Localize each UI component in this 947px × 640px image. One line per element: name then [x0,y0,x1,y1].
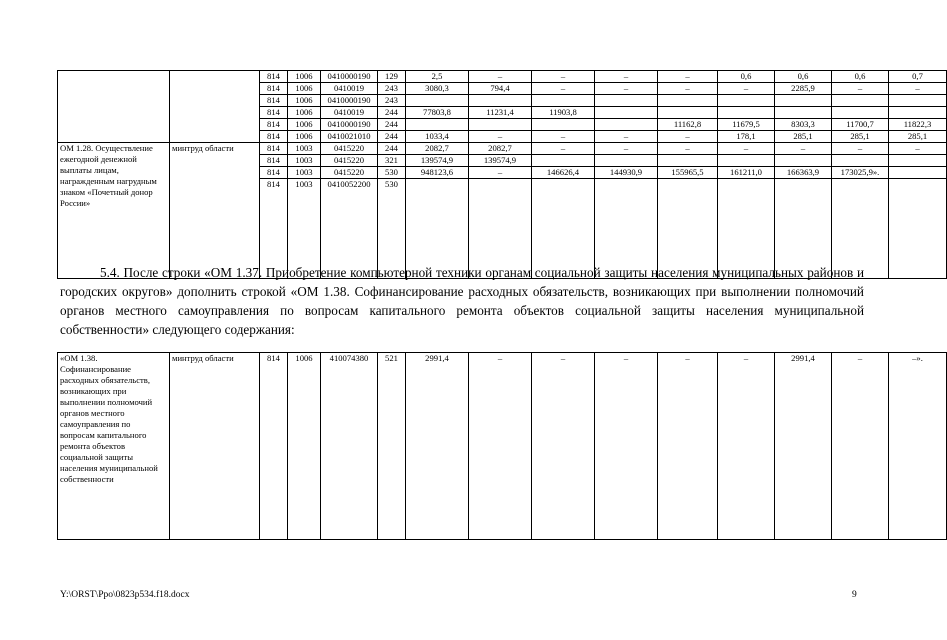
grbs-cell: 814 [260,167,288,179]
section-cell: 1006 [288,95,321,107]
year-cell: 146626,4 [532,167,595,179]
year-cell [658,155,718,167]
expense-type-cell: 243 [378,83,406,95]
year-cell: – [775,143,832,155]
year-cell [889,107,947,119]
target-article-cell: 0415220 [321,167,378,179]
year-cell: – [469,353,532,540]
year-cell: 285,1 [832,131,889,143]
grbs-cell: 814 [260,83,288,95]
year-cell [469,95,532,107]
year-cell: – [532,83,595,95]
year-cell: –». [889,353,947,540]
measure-name-cell: ОМ 1.28. Осуществление ежегодной денежной выплаты лицам, награжденным нагрудным знаком «Почетный донор России» [58,143,170,279]
year-cell: – [832,143,889,155]
year-cell: – [718,83,775,95]
year-cell [889,95,947,107]
section-cell: 1006 [288,71,321,83]
section-cell: 1003 [288,143,321,155]
year-cell: – [469,167,532,179]
year-cell [889,155,947,167]
total-cell: 2,5 [406,71,469,83]
new-row-table [57,352,947,540]
year-cell: – [532,353,595,540]
year-cell: 0,6 [775,71,832,83]
year-cell [718,155,775,167]
year-cell: 285,1 [775,131,832,143]
year-cell: 144930,9 [595,167,658,179]
amendment-paragraph [60,263,864,339]
target-article-cell: 0410019 [321,107,378,119]
year-cell: – [469,131,532,143]
year-cell: 166363,9 [775,167,832,179]
section-cell: 1006 [288,353,321,540]
year-cell [532,119,595,131]
measure-name-cell: «ОМ 1.38. Софинансирование расходных обязательств, возникающих при выполнении полномочий органов местного самоуправления по вопросам капитального ремонта объектов социальной защиты населения муниципальной собственности [58,353,170,540]
year-cell: 11700,7 [832,119,889,131]
section-cell: 1006 [288,83,321,95]
year-cell: 2285,9 [775,83,832,95]
target-article-cell: 0410021010 [321,131,378,143]
year-cell: 11903,8 [532,107,595,119]
total-cell: 3080,3 [406,83,469,95]
executor-cell: минтруд области [170,143,260,279]
year-cell: 0,7 [889,71,947,83]
total-cell: 948123,6 [406,167,469,179]
year-cell: – [718,353,775,540]
year-cell [889,167,947,179]
executor-cell: минтруд области [170,353,260,540]
year-cell: 0,6 [718,71,775,83]
year-cell: 8303,3 [775,119,832,131]
year-cell: 11822,3 [889,119,947,131]
grbs-cell: 814 [260,179,288,279]
target-article-cell: 0410000190 [321,119,378,131]
expense-type-cell: 530 [378,167,406,179]
year-cell: 161211,0 [718,167,775,179]
file-path: Y:\ORST\Ppo\0823p534.f18.docx [60,590,190,600]
year-cell: 139574,9 [469,155,532,167]
year-cell: – [595,83,658,95]
year-cell: – [658,83,718,95]
table-row [58,353,947,540]
table-row [58,71,947,83]
page-number: 9 [852,590,857,600]
year-cell: – [532,71,595,83]
grbs-cell: 814 [260,353,288,540]
grbs-cell: 814 [260,143,288,155]
target-article-cell: 0410000190 [321,71,378,83]
year-cell: – [718,143,775,155]
total-cell: 2991,4 [406,353,469,540]
section-cell: 1006 [288,107,321,119]
grbs-cell: 814 [260,131,288,143]
target-article-cell: 0415220 [321,155,378,167]
year-cell: – [658,143,718,155]
year-cell [832,155,889,167]
year-cell: – [532,131,595,143]
year-cell: – [595,131,658,143]
section-cell: 1006 [288,131,321,143]
total-cell: 2082,7 [406,143,469,155]
year-cell: – [889,143,947,155]
year-cell [595,119,658,131]
year-cell [532,155,595,167]
year-cell [718,95,775,107]
year-cell: 155965,5 [658,167,718,179]
expense-type-cell: 530 [378,179,406,279]
expense-type-cell: 321 [378,155,406,167]
year-cell [658,107,718,119]
total-cell [406,95,469,107]
year-cell: – [469,71,532,83]
year-cell [775,107,832,119]
year-cell: 173025,9». [832,167,889,179]
year-cell: 794,4 [469,83,532,95]
year-cell [718,107,775,119]
total-cell: 77803,8 [406,107,469,119]
expense-type-cell: 244 [378,107,406,119]
target-article-cell: 0410019 [321,83,378,95]
year-cell: – [595,353,658,540]
year-cell: 11162,8 [658,119,718,131]
executor-cell [170,71,260,143]
expense-type-cell: 244 [378,143,406,155]
target-article-cell: 0410000190 [321,95,378,107]
year-cell: – [832,83,889,95]
expense-type-cell: 129 [378,71,406,83]
measure-name-cell [58,71,170,143]
year-cell: – [658,131,718,143]
year-cell: – [595,143,658,155]
total-cell: 1033,4 [406,131,469,143]
year-cell: 11679,5 [718,119,775,131]
year-cell [775,155,832,167]
year-cell [469,119,532,131]
year-cell: 2991,4 [775,353,832,540]
expense-type-cell: 521 [378,353,406,540]
expense-type-cell: 244 [378,131,406,143]
section-cell: 1003 [288,179,321,279]
year-cell: 285,1 [889,131,947,143]
year-cell: – [532,143,595,155]
year-cell: – [658,353,718,540]
grbs-cell: 814 [260,119,288,131]
year-cell: 178,1 [718,131,775,143]
year-cell [832,95,889,107]
year-cell [832,107,889,119]
grbs-cell: 814 [260,71,288,83]
section-cell: 1006 [288,119,321,131]
year-cell [889,179,947,279]
year-cell [595,95,658,107]
financing-table-continuation [57,70,947,279]
year-cell [595,155,658,167]
year-cell: 2082,7 [469,143,532,155]
grbs-cell: 814 [260,95,288,107]
expense-type-cell: 243 [378,95,406,107]
target-article-cell: 0415220 [321,143,378,155]
table-row [58,143,947,155]
year-cell [775,95,832,107]
total-cell: 139574,9 [406,155,469,167]
target-article-cell: 0410052200 [321,179,378,279]
grbs-cell: 814 [260,107,288,119]
year-cell: – [832,353,889,540]
year-cell [595,107,658,119]
expense-type-cell: 244 [378,119,406,131]
section-cell: 1003 [288,155,321,167]
year-cell: – [889,83,947,95]
section-cell: 1003 [288,167,321,179]
year-cell [532,95,595,107]
year-cell: 11231,4 [469,107,532,119]
target-article-cell: 410074380 [321,353,378,540]
paragraph-text: 5.4. После строки «ОМ 1.37. Приобретение компьютерной техники органам социальной защиты населения муниципальных районов и городских округов» дополнить строкой «ОМ 1.38. Софинансирование расходных обязательств, возникающих при выполнении полномочий органов местного самоуправления по вопросам капитального ремонта объектов социальной защиты населения муниципальной собственности» следующего содержания: [60,265,864,337]
year-cell: – [658,71,718,83]
total-cell [406,119,469,131]
grbs-cell: 814 [260,155,288,167]
year-cell: 0,6 [832,71,889,83]
year-cell [658,95,718,107]
year-cell: – [595,71,658,83]
